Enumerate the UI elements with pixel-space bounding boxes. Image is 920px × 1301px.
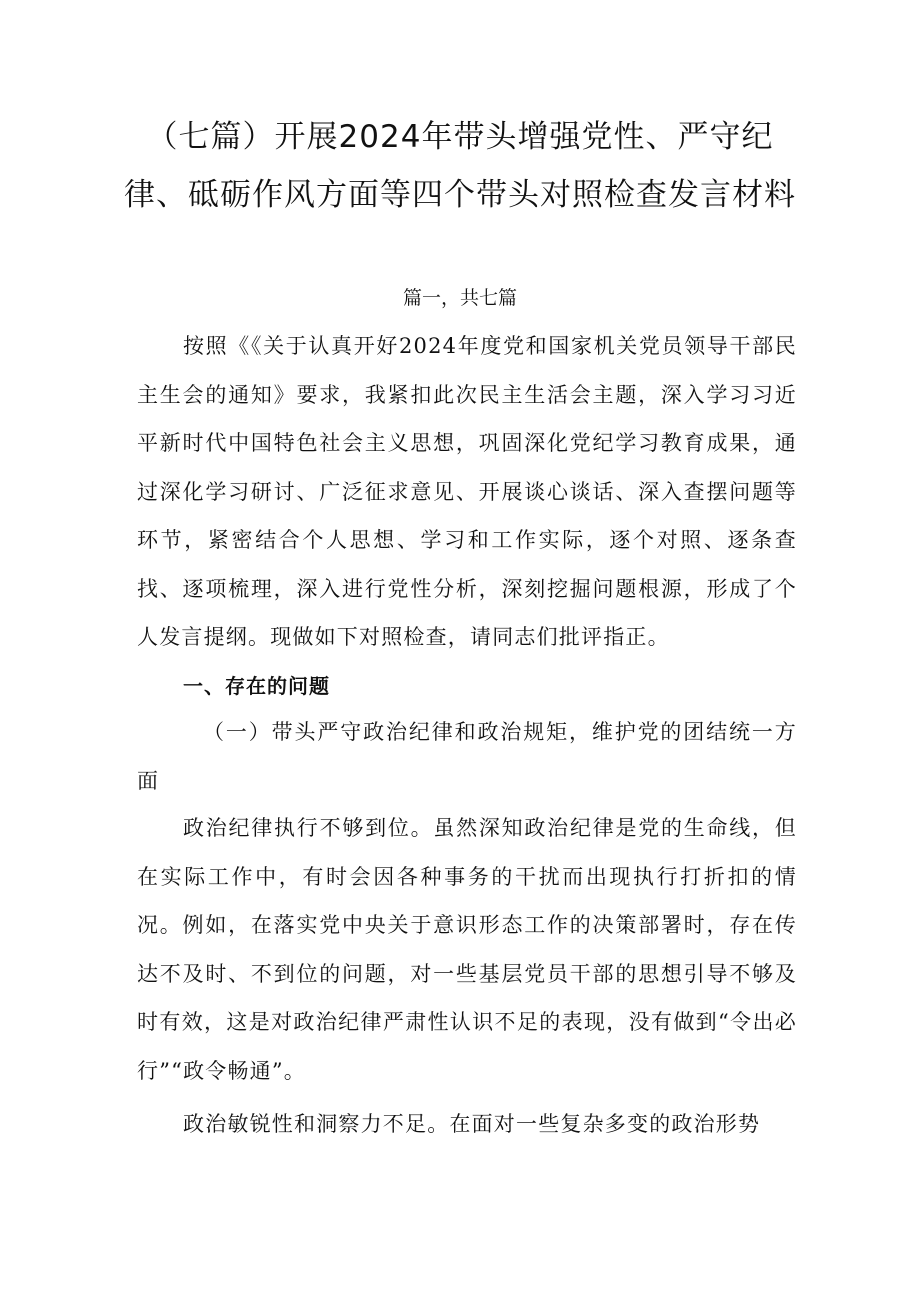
intro-paragraph: 按照《《关于认真开好2024年度党和国家机关党员领导干部民主生会的通知》要求，我紧扣此次民主生活会主题，深入学习习近平新时代中国特色社会主义思想，巩固深化党纪学习教育成果，通过深化学习研讨、广泛征求意见、开展谈心谈话、深入查摆问题等环节，紧密结合个人思想、学习和工作实际，逐个对照、逐条查找、逐项梳理，深入进行党性分析，深刻挖掘问题根源，形成了个人发言提纲。现做如下对照检查，请同志们批评指正。 <box>137 334 797 649</box>
section-heading: 一、存在的问题 <box>183 674 330 698</box>
subsection-heading: （一）带头严守政治纪律和政治规矩，维护党的团结统一方面 <box>137 720 797 793</box>
document-title: （七篇）开展2024年带头增强党性、严守纪律、砥砺作风方面等四个带头对照检查发言材料 <box>124 119 796 213</box>
discipline-paragraph: 政治纪律执行不够到位。虽然深知政治纪律是党的生命线，但在实际工作中，有时会因各种事务的干扰而出现执行打折扣的情况。例如，在落实党中央关于意识形态工作的决策部署时，存在传达不及时、不到位的问题，对一些基层党员干部的思想引导不够及时有效，这是对政治纪律严肃性认识不足的表现，没有做到“令出必行”“政令畅通”。 <box>137 816 797 1083</box>
document-subtitle: 篇一，共七篇 <box>402 287 517 309</box>
sensitivity-paragraph: 政治敏锐性和洞察力不足。在面对一些复杂多变的政治形势 <box>183 1112 761 1136</box>
